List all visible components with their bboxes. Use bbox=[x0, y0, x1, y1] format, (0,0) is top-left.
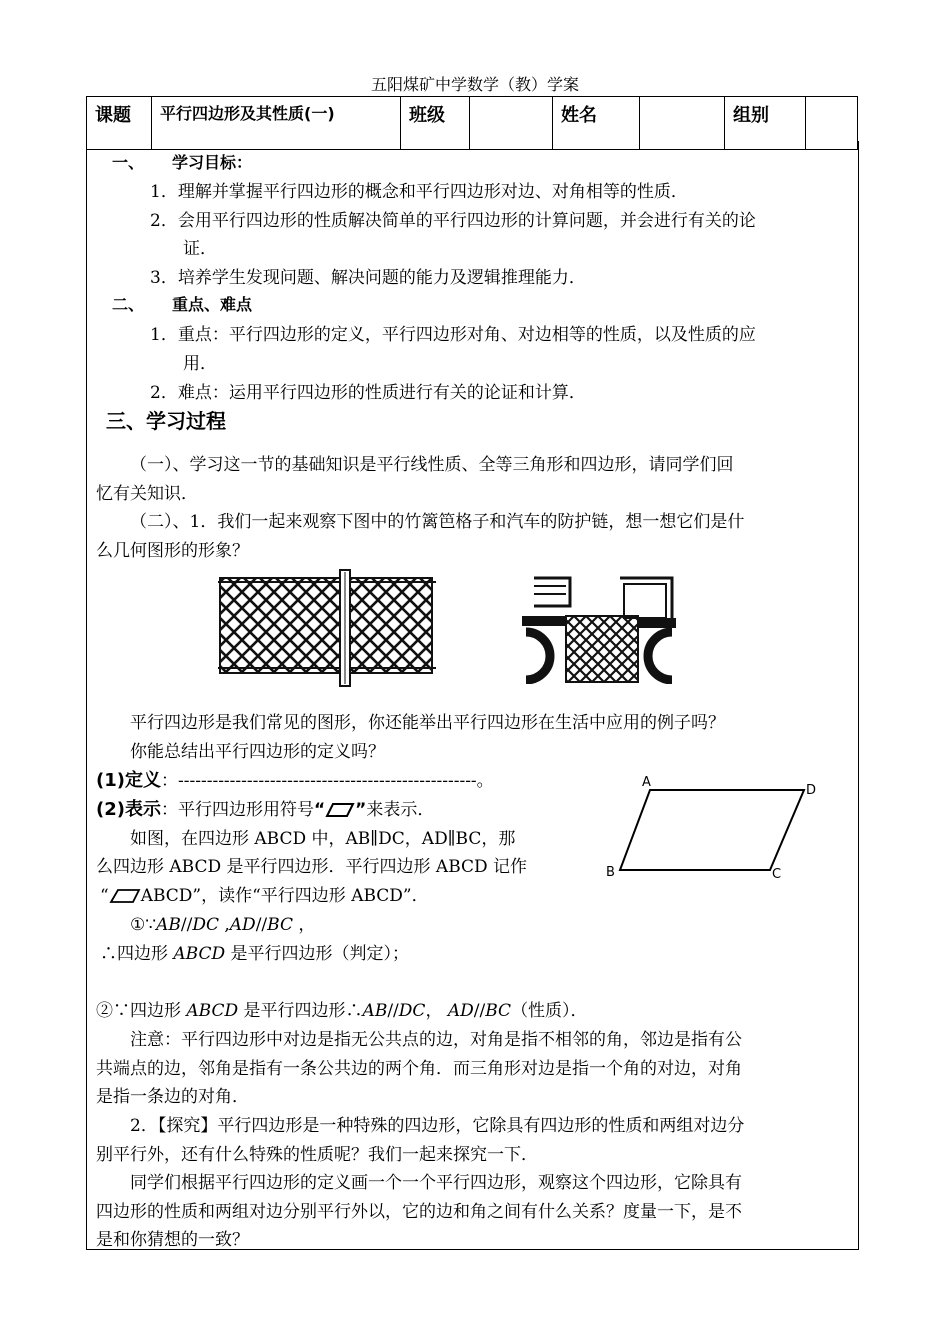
seg-ad: AD bbox=[229, 915, 256, 935]
figure-desc-3 bbox=[100, 881, 429, 906]
seg-bc: BC bbox=[267, 915, 293, 935]
goal-2-cont: 证． bbox=[183, 239, 217, 259]
quote-open: “ bbox=[313, 800, 326, 820]
sep: ， bbox=[292, 915, 316, 935]
because-text: ②∵四边形 bbox=[96, 1001, 187, 1021]
para1-line1: （一）、学习这一节的基础知识是平行线性质、全等三角形和四边形，请同学们回 bbox=[130, 455, 734, 475]
draw-line-1: 同学们根据平行四边形的定义画一个一个平行四边形，观察这个四边形，它除具有 bbox=[130, 1173, 742, 1193]
topic-label: 课题 bbox=[87, 97, 152, 150]
parallel-symbol: // bbox=[180, 915, 193, 935]
goal-3: 3．培养学生发现问题、解决问题的能力及逻辑推理能力． bbox=[150, 268, 586, 288]
proof-mid: 是平行四边形∴ bbox=[238, 1001, 363, 1021]
para2-line2: 么几何图形的形象？ bbox=[96, 541, 249, 561]
note-line-2: 共端点的边，邻角是指有一条公共边的两个角．而三角形对边是指一个角的对边，对角 bbox=[96, 1059, 742, 1079]
vertex-d-label: D bbox=[806, 783, 817, 798]
because-symbol: ①∵ bbox=[130, 915, 157, 935]
parallelogram-symbol-icon bbox=[109, 888, 141, 904]
note-line-1: 注意：平行四边形中对边是指无公共点的边，对角是指不相邻的角，邻边是指有公 bbox=[130, 1030, 742, 1050]
explore-line-2: 别平行外，还有什么特殊的性质呢？我们一起来探究一下． bbox=[96, 1145, 538, 1165]
proof-line-3 bbox=[96, 996, 588, 1021]
section3-title: 三、学习过程 bbox=[106, 409, 226, 433]
seg-ab: AB bbox=[362, 1001, 388, 1021]
key-point-cont: 用． bbox=[183, 354, 217, 374]
representation-text-2: 来表示． bbox=[366, 800, 435, 820]
parallel-symbol: // bbox=[387, 1001, 399, 1021]
seg-dc: DC bbox=[192, 915, 219, 935]
goal-2: 2．会用平行四边形的性质解决简单的平行四边形的计算问题，并会进行有关的论 bbox=[150, 211, 756, 231]
para2-line1: （二）、1．我们一起来观察下图中的竹篱笆格子和汽车的防护链，想一想它们是什 bbox=[130, 512, 745, 532]
quote-close: ” bbox=[355, 800, 367, 820]
definition-label: (1)定义 bbox=[96, 770, 161, 791]
seg-ad: AD bbox=[447, 1001, 474, 1021]
explore-line-1: 2．【探究】平行四边形是一种特殊的四边形，它除具有四边形的性质和两组对边分 bbox=[130, 1116, 745, 1136]
vertex-b-label: B bbox=[606, 865, 615, 880]
quad-abcd: ABCD bbox=[186, 1001, 239, 1021]
section2-title: 重点、难点 bbox=[172, 295, 253, 314]
representation-text: ：平行四边形用符号 bbox=[160, 800, 314, 820]
figure-desc-1: 如图，在四边形 ABCD 中，AB∥DC，AD∥BC，那 bbox=[130, 829, 516, 849]
figure-desc-2: 么四边形 ABCD 是平行四边形．平行四边形 ABCD 记作 bbox=[96, 857, 528, 877]
group-label: 组别 bbox=[725, 97, 806, 150]
key-point: 1．重点：平行四边形的定义，平行四边形对角、对边相等的性质，以及性质的应 bbox=[150, 325, 756, 345]
proof-line-1 bbox=[130, 910, 315, 935]
vertex-c-label: C bbox=[772, 867, 782, 882]
class-label: 班级 bbox=[401, 97, 470, 150]
para1-line2: 忆有关知识． bbox=[96, 484, 198, 504]
parallelogram-figure bbox=[598, 772, 828, 884]
therefore-text: ∴四边形 bbox=[100, 944, 174, 964]
seg-dc: DC bbox=[398, 1001, 426, 1021]
bamboo-fence-image bbox=[218, 568, 436, 688]
seg-bc: BC bbox=[485, 1001, 512, 1021]
figure-desc-3-text: ABCD”，读作“平行四边形 ABCD”． bbox=[140, 886, 429, 906]
sep: , bbox=[218, 915, 230, 935]
quote-open-2: “ bbox=[100, 886, 109, 906]
car-guard-chain-image bbox=[520, 574, 678, 684]
note-line-3: 是指一条边的对角． bbox=[96, 1087, 249, 1107]
draw-line-2: 四边形的性质和两组对边分别平行外以，它的边和角之间有什么关系？度量一下，是不 bbox=[96, 1202, 742, 1222]
goal-1: 1．理解并掌握平行四边形的概念和平行四边形对边、对角相等的性质． bbox=[150, 182, 688, 202]
proof-line-2 bbox=[100, 939, 409, 964]
section2-num: 二、 bbox=[112, 295, 145, 314]
page-header: 五阳煤矿中学数学（教）学案 bbox=[370, 75, 579, 94]
representation-label: (2)表示 bbox=[96, 799, 161, 820]
section1-title: 学习目标： bbox=[172, 153, 253, 172]
difficult-point: 2．难点：运用平行四边形的性质进行有关的论证和计算． bbox=[150, 383, 586, 403]
property-note: （性质）． bbox=[511, 1001, 588, 1021]
proof-conclusion: 是平行四边形（判定）； bbox=[225, 944, 410, 964]
para4: 你能总结出平行四边形的定义吗？ bbox=[130, 742, 385, 762]
representation-line bbox=[96, 795, 434, 821]
section1-num: 一、 bbox=[112, 153, 145, 172]
quad-abcd: ABCD bbox=[173, 944, 226, 964]
topic-value: 平行四边形及其性质(一) bbox=[152, 97, 401, 150]
definition-line bbox=[96, 766, 494, 792]
para3: 平行四边形是我们常见的图形，你还能举出平行四边形在生活中应用的例子吗？ bbox=[130, 713, 725, 733]
vertex-a-label: A bbox=[642, 775, 651, 790]
parallel-symbol: // bbox=[473, 1001, 486, 1021]
parallel-symbol: // bbox=[255, 915, 268, 935]
seg-ab: AB bbox=[156, 915, 181, 935]
sep: ， bbox=[425, 1001, 448, 1021]
draw-line-3: 是和你猜想的一致？ bbox=[96, 1230, 249, 1250]
definition-blank[interactable]: ：----------------------------------------------------。 bbox=[160, 771, 494, 791]
name-label: 姓名 bbox=[553, 97, 640, 150]
parallelogram-symbol-icon bbox=[325, 802, 355, 818]
